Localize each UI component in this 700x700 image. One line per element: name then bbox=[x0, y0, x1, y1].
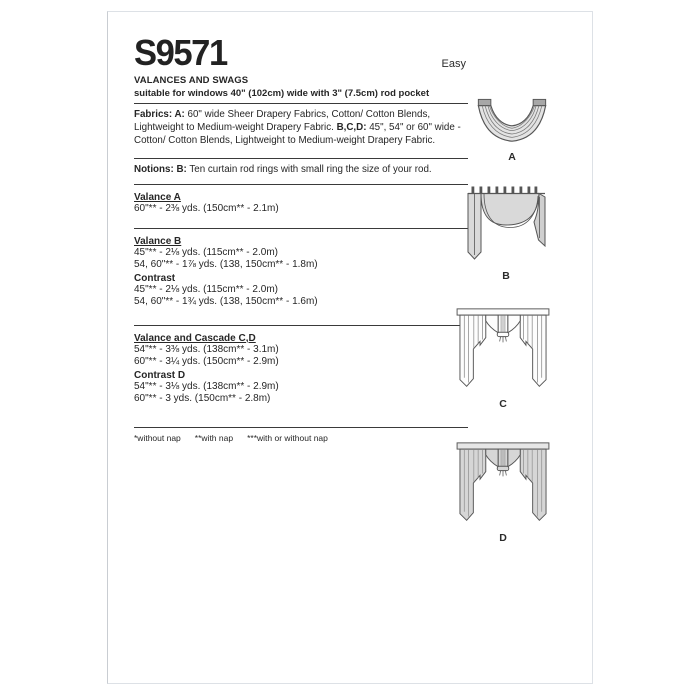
yardage-line: 54, 60"** - 1⅞ yds. (138, 150cm** - 1.8m) bbox=[134, 259, 318, 270]
fabrics-label-a: Fabrics: A: bbox=[134, 109, 185, 120]
divider bbox=[134, 103, 468, 104]
divider bbox=[134, 184, 468, 185]
yardage-subsection-contrast-d: Contrast D bbox=[134, 369, 186, 381]
ring-valance-illustration bbox=[460, 184, 552, 266]
yardage-section-title-valance-a: Valance A bbox=[134, 192, 181, 203]
view-c-label: C bbox=[499, 398, 507, 410]
divider bbox=[134, 228, 468, 229]
notions-text: Ten curtain rod rings with small ring the size of your rod. bbox=[186, 164, 432, 175]
view-c-figure bbox=[453, 306, 553, 410]
instruction-text-column bbox=[134, 12, 468, 443]
yardage-line: 54"** - 3⅜ yds. (138cm** - 3.1m) bbox=[134, 343, 279, 355]
fabrics-paragraph bbox=[134, 108, 468, 147]
footnote-without-nap: *without nap bbox=[134, 432, 181, 443]
swag-valance-illustration bbox=[475, 97, 549, 147]
yardage-line: 60"** - 2⅜ yds. (150cm** - 2.1m) bbox=[134, 203, 279, 214]
pattern-category-title: VALANCES AND SWAGS bbox=[134, 75, 249, 86]
divider bbox=[134, 158, 468, 159]
valance-cascade-c-illustration bbox=[454, 306, 552, 394]
view-b-label: B bbox=[502, 270, 510, 282]
nap-footnotes bbox=[134, 433, 468, 443]
yardage-subsection-contrast: Contrast bbox=[134, 272, 176, 284]
view-d-figure bbox=[453, 440, 553, 544]
fabrics-label-bcd: B,C,D: bbox=[336, 122, 367, 133]
yardage-line: 54, 60"** - 1¾ yds. (138, 150cm** - 1.6m) bbox=[134, 296, 318, 307]
yardage-line: 60"** - 3 yds. (150cm** - 2.8m) bbox=[134, 393, 271, 404]
fabrics-text-bcd: 45", 54" or 60" wide - Cotton/ Cotton Blends, Lightweight to Medium-weight Drapery Fabric. bbox=[134, 122, 461, 146]
view-a-label: A bbox=[508, 151, 516, 163]
envelope-back-card bbox=[107, 11, 593, 684]
footnote-with-nap: **with nap bbox=[194, 432, 234, 443]
yardage-line: 54"** - 3⅛ yds. (138cm** - 2.9m) bbox=[134, 380, 279, 392]
yardage-section-title-valance-b: Valance B bbox=[134, 235, 182, 247]
fabrics-text-a: 60" wide Sheer Drapery Fabrics, Cotton/ Cotton Blends, Lightweight to Medium-weight Drapery Fabric. bbox=[134, 109, 431, 133]
view-b-figure bbox=[460, 184, 552, 282]
valance-cascade-d-illustration bbox=[454, 440, 552, 528]
pattern-number: S9571 bbox=[134, 32, 227, 73]
yardage-line: 45"** - 2⅛ yds. (115cm** - 2.0m) bbox=[134, 283, 278, 295]
difficulty-rating: Easy bbox=[441, 58, 466, 70]
footnote-with-or-without-nap: ***with or without nap bbox=[247, 432, 328, 443]
view-a-figure bbox=[474, 97, 550, 163]
view-d-label: D bbox=[499, 532, 507, 544]
yardage-section-title-valance-cascade-cd: Valance and Cascade C,D bbox=[134, 332, 256, 344]
yardage-line: 60"** - 3¼ yds. (150cm** - 2.9m) bbox=[134, 356, 279, 367]
notions-label: Notions: B: bbox=[134, 164, 187, 175]
yardage-line: 45"** - 2⅛ yds. (115cm** - 2.0m) bbox=[134, 246, 278, 258]
notions-paragraph bbox=[134, 163, 468, 176]
divider bbox=[134, 325, 468, 326]
divider bbox=[134, 427, 468, 428]
window-suitability-note: suitable for windows 40" (102cm) wide with 3" (7.5cm) rod pocket bbox=[134, 88, 430, 99]
